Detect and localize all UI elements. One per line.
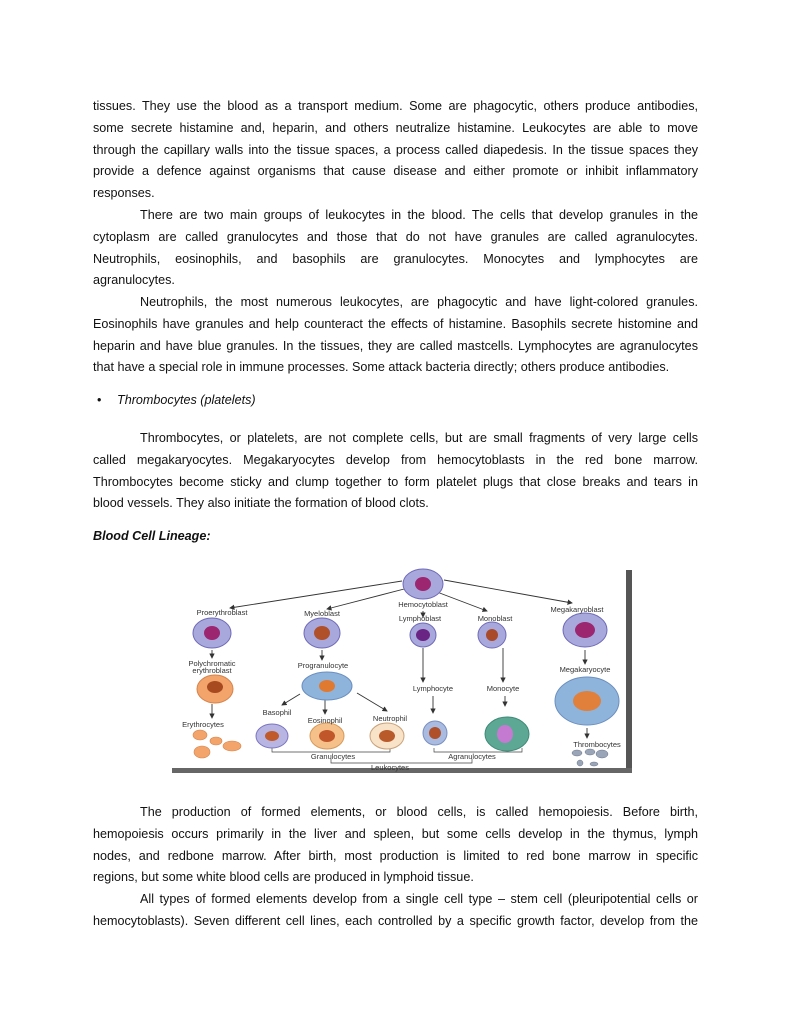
nucleus (379, 730, 395, 742)
nucleus (497, 725, 513, 743)
nucleus (314, 626, 330, 640)
label-eosinophil: Eosinophil (307, 716, 343, 725)
paragraph-thrombocytes (93, 428, 698, 515)
label-monoblast: Monoblast (477, 614, 513, 623)
bullet-icon: • (97, 393, 102, 407)
nucleus (204, 626, 220, 640)
label-megakaryoblast: Megakaryoblast (550, 605, 604, 614)
text-line: hemopoiesis occurs primarily in the liver and spleen, but some cells develop in the thymus, lymph (93, 826, 698, 841)
text-line: The production of formed elements, or blood cells, is called hemopoiesis. Before birth, (140, 805, 698, 819)
label-granulocytes: Granulocytes (310, 752, 356, 761)
label-erythroblast: erythroblast (192, 666, 232, 675)
label-leukocytes: Leukocytes (371, 763, 409, 772)
label-monocyte: Monocyte (486, 684, 520, 693)
thrombocytes-group (572, 749, 608, 766)
label-basophil: Basophil (262, 708, 292, 717)
text-line: called megakaryocytes. Megakaryocytes develop from hemocytoblasts in the red bone marrow. (93, 452, 698, 467)
text-line: that have a special role in immune processes. Some attack bacteria directly; others produce antibodies. (93, 360, 670, 375)
nucleus (319, 680, 335, 692)
text-line: cytoplasm are called granulocytes and those that do not have granules are called agranulocytes. (93, 229, 698, 244)
nucleus (265, 731, 279, 741)
label-proerythroblast: Proerythroblast (196, 608, 248, 617)
text-line: nodes, and redbone marrow. After birth, most production is limited to red bone marrow in specific (93, 848, 698, 863)
label-progranulocyte: Progranulocyte (297, 661, 349, 670)
cells (193, 569, 619, 766)
text-line: Thrombocytes, or platelets, are not complete cells, but are small fragments of very large cells (140, 431, 698, 445)
label-hemocytoblast: Hemocytoblast (398, 600, 448, 609)
text-line: Eosinophils have granules and help counteract the effects of histamine. Basophils secrete histomine and (93, 316, 698, 331)
nucleus (415, 577, 431, 591)
nucleus (207, 681, 223, 693)
text-line: regions, but some white blood cells are produced in lymphoid tissue. (93, 870, 474, 885)
label-thrombocytes: Thrombocytes (573, 740, 621, 749)
label-polychromatic: Polychromatic (188, 659, 236, 668)
text-line: All types of formed elements develop from a single cell type – stem cell (pleuripotential cells or (140, 892, 698, 906)
text-line: tissues. They use the blood as a transport medium. Some are phagocytic, others produce antibodies, (93, 99, 698, 113)
section-heading: Blood Cell Lineage: (93, 529, 211, 543)
text-line: some secrete histamine and, heparin, and others neutralize histamine. Leukocytes are able to move (93, 120, 698, 135)
text-line: heparin and have blue granules. In the tissues, they are called mastcells. Lymphocytes are agranulocytes (93, 338, 698, 353)
paragraph-stem-cells (93, 889, 698, 933)
labels (182, 600, 621, 772)
bullet-text: Thrombocytes (platelets) (117, 393, 256, 407)
paragraph-leukocyte-groups (93, 205, 698, 292)
nucleus (486, 629, 498, 641)
text-line: There are two main groups of leukocytes in the blood. The cells that develop granules in the (140, 208, 698, 222)
blood-cell-lineage-figure (172, 568, 634, 774)
label-agranulocytes: Agranulocytes (448, 752, 496, 761)
text-line: blood vessels. They also initiate the formation of blood clots. (93, 496, 429, 511)
nucleus (319, 730, 335, 742)
nucleus (416, 629, 430, 641)
lineage-diagram (172, 568, 634, 774)
erythrocytes-group (193, 730, 241, 758)
label-lymphoblast: Lymphoblast (398, 614, 442, 623)
text-line: Neutrophils, the most numerous leukocytes, are phagocytic and have light-colored granules. (140, 295, 698, 309)
label-neutrophil: Neutrophil (372, 714, 408, 723)
text-line: Neutrophils, eosinophils, and basophils are granulocytes. Monocytes and lymphocytes are (93, 251, 698, 266)
label-lymphocyte: Lymphocyte (412, 684, 454, 693)
figure-shadow (626, 570, 632, 772)
text-line: agranulocytes. (93, 273, 175, 288)
text-line: Thrombocytes become sticky and clump together to form platelet plugs that close breaks and tears in (93, 474, 698, 489)
label-erythrocytes: Erythrocytes (182, 720, 224, 729)
text-line: responses. (93, 186, 155, 201)
label-megakaryocyte: Megakaryocyte (559, 665, 611, 674)
text-line: provide a defence against organisms that cause disease and either promote or inhibit inflammatory (93, 164, 698, 179)
paragraph-hemopoiesis (93, 802, 698, 889)
label-myeloblast: Myeloblast (304, 609, 340, 618)
nucleus (573, 691, 601, 711)
paragraph-leukocyte-function (93, 96, 698, 205)
text-line: hemocytoblasts). Seven different cell lines, each controlled by a specific growth factor, develop from the (93, 913, 698, 928)
paragraph-neutrophils (93, 292, 698, 379)
nucleus (429, 727, 441, 739)
nucleus (575, 622, 595, 638)
text-line: through the capillary walls into the tissue spaces, a process called diapedesis. In the tissue spaces they (93, 142, 698, 157)
